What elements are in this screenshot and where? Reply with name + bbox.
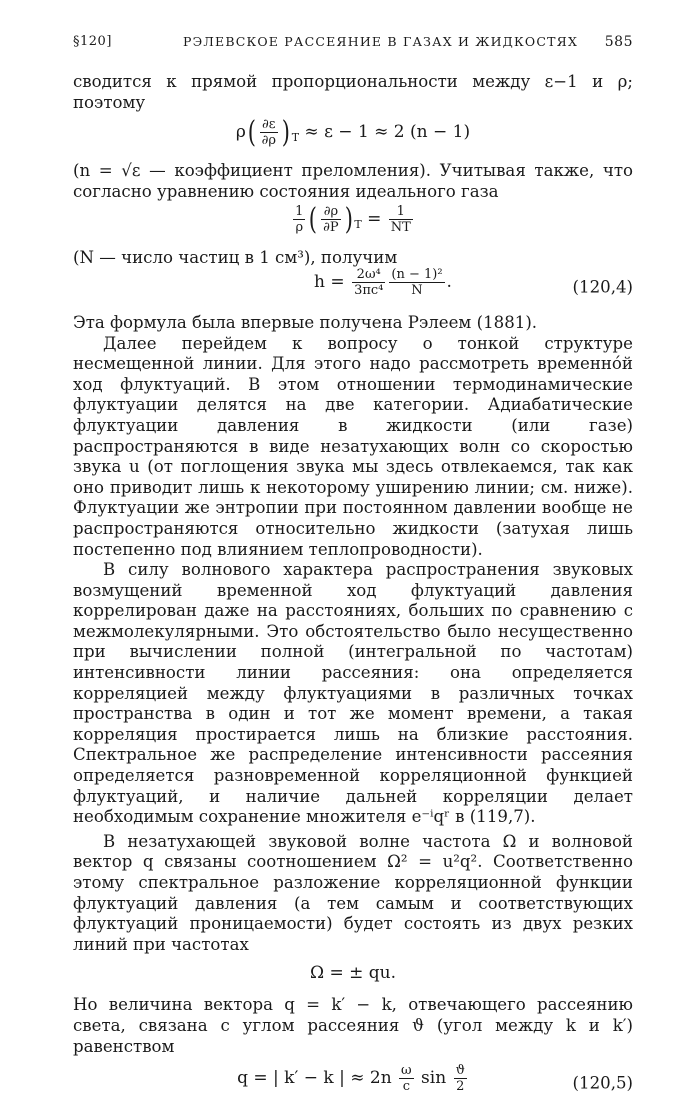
eq3-fraction-2: $\frac{\text{(n − 1)²}}{N}$: [391, 266, 443, 298]
section-marker: §120]: [73, 34, 112, 49]
eq1-fraction: $\frac{\partial\varepsilon}{\partial\rho}$: [261, 117, 276, 149]
running-title: РЭЛЕВСКОЕ РАССЕЯНИЕ В ГАЗАХ И ЖИДКОСТЯХ: [183, 34, 579, 49]
page: [73, 28, 633, 1103]
eq1-rho: ρ: [235, 122, 246, 143]
eq2-fraction-2: $\frac{\partial\rho}{\partial P}$: [323, 204, 339, 236]
paragraph-3: (N — число частиц в 1 см³), получим: [73, 248, 398, 268]
eq1-rhs: ≈ ε − 1 ≈ 2 (n − 1): [299, 122, 471, 143]
paragraph-6: В силу волнового характера распространения звуковых возмущений временной ход флуктуаций давления коррелирован даже на расстояниях, больших по сравнению с межмолекулярными. Это обстоятельство было несущественно при вычислении полной (интегральной по частотам) интенсивности линии рассеяния: она определяется корреляцией между флуктуациями в различных точках пространства в один и тот же момент времени, а такая корреляция простирается лишь на близкие расстояния. Спектральное же распределение интенсивности рассеяния определяется разновременной корреляционной функцией флуктуаций, и наличие дальней корреляции делает необходимым сохранение множителя e⁻ⁱqʳ в (119,7).: [73, 560, 633, 827]
eq2-fraction-3: $\frac{1}{NT}$: [390, 204, 411, 236]
eq3-fraction-1: $\frac{\text{2ω⁴}}{\text{3πc⁴}}$: [354, 266, 384, 298]
paragraph-4: Эта формула была впервые получена Рэлеем (1881).: [73, 312, 538, 332]
eq5-lhs: q = | k′ − k | ≈ 2n: [237, 1068, 398, 1089]
equation-2: $\frac{1}{\rho}$ ( $\frac{\partial\rho}{\partial P}$ ) $_T$ = $\frac{1}{NT}$: [295, 201, 411, 237]
running-header: [73, 28, 633, 58]
eq2-fraction-1: $\frac{1}{\rho}$: [295, 204, 304, 236]
paragraph-2: (n = √ε — коэффициент преломления). Учитывая также, что согласно уравнению состояния идеального газа: [73, 161, 633, 201]
paragraph-5: Далее перейдем к вопросу о тонкой структуре несмещенной линии. Для этого надо рассмотреть временно́й ход флуктуаций. В этом отношении термодинамические флуктуации делятся на две категории. Адиабатические флуктуации давления в жидкости (или газе) распространяются в виде незатухающих волн со скоростью звука u (от поглощения звука мы здесь отвлекаемся, так как оно приводит лишь к некоторому уширению линии; см. ниже). Флуктуации же энтропии при постоянном давлении вообще не распространяются относительно жидкости (затухая лишь постепенно под влиянием теплопроводности).: [73, 333, 633, 559]
equation-number-120-5: (120,5): [572, 1073, 633, 1093]
page-number: 585: [604, 34, 633, 50]
equation-number-120-4: (120,4): [572, 277, 633, 297]
eq5-fraction-1: $\frac{\omega}{c}$: [401, 1063, 412, 1095]
equation-3: h = $\frac{\text{2ω⁴}}{\text{3πc⁴}}$ $\frac{\text{(n − 1)²}}{N}$ . (120,4): [314, 266, 633, 298]
eq5-fraction-2: $\frac{ϑ}{2}$: [455, 1063, 465, 1095]
paragraph-1: сводится к прямой пропорциональности между ε−1 и ρ; поэтому: [73, 72, 633, 112]
equation-1: ρ( $\frac{\partial\varepsilon}{\partial\rho}$ ) $_T$ ≈ ε − 1 ≈ 2 (n − 1): [235, 114, 471, 150]
paragraph-8: Но величина вектора q = k′ − k, отвечающего рассеянию света, связана с углом рассеяния ϑ (угол между k и k′) равенством: [73, 995, 633, 1056]
eq1-subscript: T: [291, 131, 300, 145]
paragraph-7: В незатухающей звуковой волне частота Ω и волновой вектор q связаны соотношением Ω² = u²q². Соответственно этому спектральное разложение корреляционной функции флуктуаций давления (а тем самым и соответствующих флуктуаций проницаемости) будет состоять из двух резких линий при частотах: [73, 831, 633, 954]
equation-5: q = | k′ − k | ≈ 2n $\frac{\omega}{c}$ sin $\frac{ϑ}{2}$ (120,5): [237, 1063, 633, 1095]
eq2-equals: =: [361, 209, 387, 230]
eq3-lhs: h =: [314, 271, 351, 292]
equation-4: Ω = ± qu.: [309, 963, 397, 984]
eq2-subscript: T: [354, 218, 362, 232]
